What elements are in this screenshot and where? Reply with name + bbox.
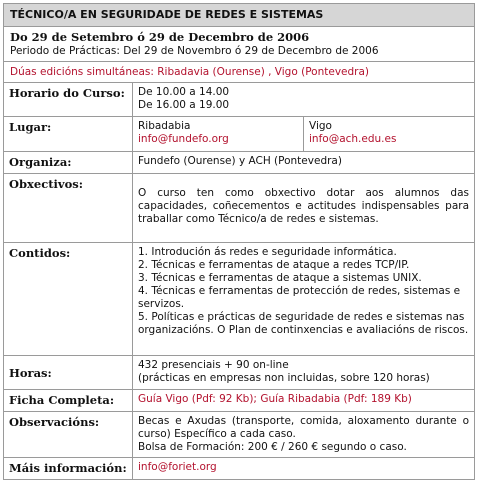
- lugar-place-2: Vigo: [309, 120, 332, 132]
- obxectivos-text: O curso ten como obxectivo dotar aos alumnos das capacidades, coñecementos e actitudes indispensables para traballar como Técnico/a de redes e sistemas.: [138, 187, 469, 225]
- row-horario: [4, 83, 474, 117]
- lugar-ribadavia: [133, 117, 303, 151]
- row-lugar: [4, 117, 474, 152]
- course-info-table: [3, 3, 475, 480]
- value-contidos: [133, 243, 474, 355]
- practice-period: Periodo de Prácticas: Del 29 de Novembro ó 29 de Decembro de 2006: [10, 45, 379, 57]
- label-observacions: Observacións:: [4, 412, 133, 457]
- horas-line-2: (prácticas en empresas non incluidas, sobre 120 horas): [138, 372, 430, 384]
- row-observacions: [4, 412, 474, 458]
- row-ficha: [4, 390, 474, 412]
- value-ficha: [133, 390, 474, 411]
- editions-note: Dúas edicións simultáneas: Ribadavia (Ourense) , Vigo (Pontevedra): [4, 62, 474, 83]
- label-lugar: Lugar:: [4, 117, 133, 151]
- horario-line-2: De 16.00 a 19.00: [138, 99, 230, 111]
- contidos-item: 5. Políticas e prácticas de seguridade de redes e sistemas nas organizacións. O Plan de continxencias e avaliacións de riscos.: [138, 311, 469, 336]
- dates-block: [4, 27, 474, 62]
- guia-ribadabia-link[interactable]: Guía Ribadabia (Pdf: 189 Kb): [260, 393, 412, 405]
- contidos-item: 4. Técnicas e ferramentas de protección de redes, sistemas e servizos.: [138, 285, 461, 310]
- observacions-text-1: Becas e Axudas (transporte, comida, aloxamento durante o curso) Específico a cada caso.: [138, 415, 469, 440]
- label-mais: Máis información:: [4, 458, 133, 479]
- label-horario: Horario do Curso:: [4, 83, 133, 116]
- row-obxectivos: [4, 174, 474, 243]
- label-horas: Horas:: [4, 356, 133, 389]
- observacions-text-2: Bolsa de Formación: 200 € / 260 € segundo o caso.: [138, 441, 407, 453]
- lugar-vigo: [303, 117, 474, 151]
- label-contidos: Contidos:: [4, 243, 133, 355]
- value-horario: [133, 83, 474, 116]
- horario-line-1: De 10.00 a 14.00: [138, 86, 230, 98]
- lugar-email-2-link[interactable]: info@ach.edu.es: [309, 133, 397, 145]
- row-organiza: [4, 152, 474, 174]
- ficha-separator: ;: [253, 393, 257, 405]
- value-horas: [133, 356, 474, 389]
- value-observacions: [133, 412, 474, 457]
- contidos-item: 1. Introdución ás redes e seguridade informática.: [138, 246, 397, 258]
- value-organiza: Fundefo (Ourense) y ACH (Pontevedra): [138, 155, 342, 167]
- label-ficha: Ficha Completa:: [4, 390, 133, 411]
- horas-line-1: 432 presenciais + 90 on-line: [138, 359, 289, 371]
- contidos-item: 3. Técnicas e ferramentas de ataque a sistemas UNIX.: [138, 272, 422, 284]
- course-title: TÉCNICO/A EN SEGURIDADE DE REDES E SISTEMAS: [4, 4, 474, 27]
- guia-vigo-link[interactable]: Guía Vigo (Pdf: 92 Kb): [138, 393, 254, 405]
- value-lugar: [133, 117, 474, 151]
- course-dates: Do 29 de Setembro ó 29 de Decembro de 2006: [10, 30, 310, 44]
- value-obxectivos: [133, 174, 474, 242]
- row-horas: [4, 356, 474, 390]
- lugar-email-1-link[interactable]: info@fundefo.org: [138, 133, 229, 145]
- label-obxectivos: Obxectivos:: [4, 174, 133, 242]
- lugar-place-1: Ribadabia: [138, 120, 191, 132]
- mais-email-link[interactable]: info@foriet.org: [138, 461, 217, 473]
- label-organiza: Organiza:: [4, 152, 133, 173]
- row-mais: [4, 458, 474, 479]
- contidos-item: 2. Técnicas e ferramentas de ataque a redes TCP/IP.: [138, 259, 410, 271]
- row-contidos: [4, 243, 474, 356]
